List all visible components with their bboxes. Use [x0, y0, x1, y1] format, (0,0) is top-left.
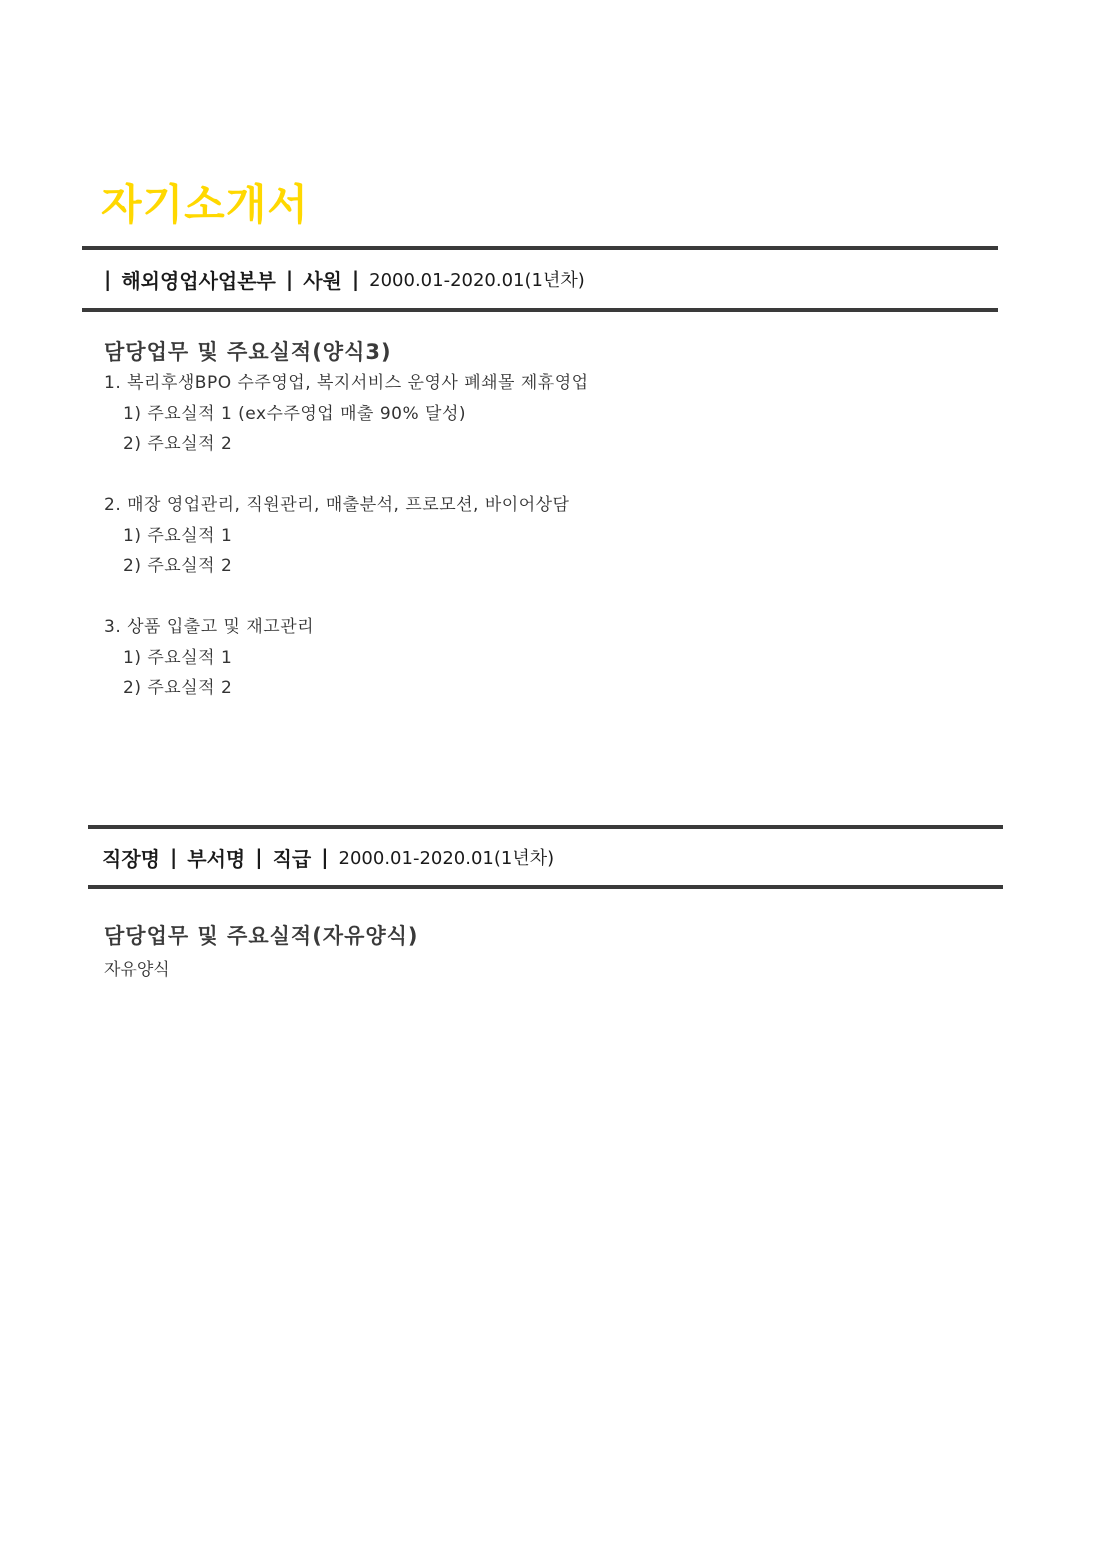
list-item: 3. 상품 입출고 및 재고관리 — [104, 617, 315, 637]
list-item: 2) 주요실적 2 — [123, 678, 233, 698]
free-form-text: 자유양식 — [104, 960, 170, 980]
duties-list-1 — [104, 368, 589, 704]
list-item: 2. 매장 영업관리, 직원관리, 매출분석, 프로모션, 바이어상담 — [104, 495, 570, 515]
department-name: 부서명 — [187, 846, 246, 871]
list-item: 1) 주요실적 1 — [123, 647, 233, 668]
header-separator: | — [255, 845, 263, 869]
position-title: 직급 — [272, 846, 312, 871]
career-header-2 — [88, 825, 1003, 889]
list-item: 2) 주요실적 2 — [123, 556, 233, 576]
duties-subtitle-1: 담당업무 및 주요실적(양식3) — [104, 340, 392, 364]
list-item: 1. 복리후생BPO 수주영업, 복지서비스 운영사 폐쇄몰 제휴영업 — [104, 373, 589, 393]
company-name: 직장명 — [102, 846, 160, 871]
department-name: 해외영업사업본부 — [121, 268, 276, 293]
header-separator: | — [351, 267, 360, 291]
list-item: 1) 주요실적 1 — [123, 525, 233, 546]
list-item: 2) 주요실적 2 — [123, 434, 233, 454]
position-title: 사원 — [303, 268, 342, 293]
document-title: 자기소개서 — [101, 180, 309, 229]
header-separator: | — [285, 267, 294, 291]
list-spacer — [104, 460, 589, 491]
duties-subtitle-2: 담당업무 및 주요실적(자유양식) — [104, 924, 419, 948]
career-header-1 — [82, 246, 998, 312]
header-separator: | — [104, 267, 112, 291]
list-item: 1) 주요실적 1 (ex수주영업 매출 90% 달성) — [123, 403, 467, 424]
employment-period: 2000.01-2020.01(1년차) — [369, 270, 585, 291]
list-spacer — [104, 582, 589, 613]
header-separator: | — [321, 845, 329, 869]
employment-period: 2000.01-2020.01(1년차) — [338, 848, 555, 869]
header-separator: | — [169, 845, 178, 869]
